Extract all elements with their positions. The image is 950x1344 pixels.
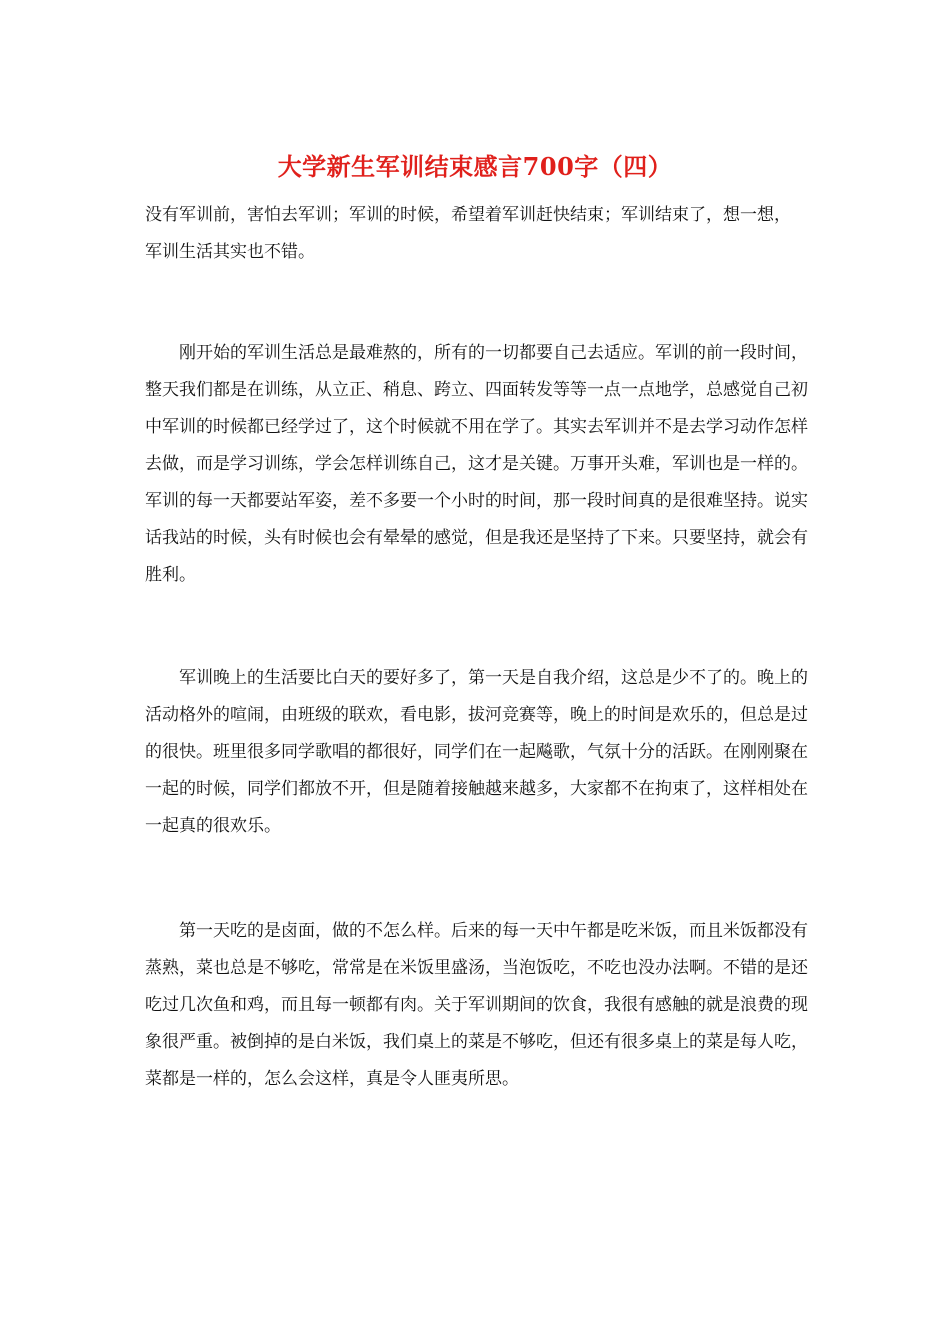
body-paragraph-1: 刚开始的军训生活总是最难熬的，所有的一切都要自己去适应。军训的前一段时间，整天我们都是在训练，从立正、稍息、跨立、四面转发等等一点一点地学，总感觉自己初中军训的时候都已经学过了，这个时候就不用在学了。其实去军训并不是去学习动作怎样去做，而是学习训练，学会怎样训练自己，这才是关键。万事开头难，军训也是一样的。军训的每一天都要站军姿，差不多要一个小时的时间，那一段时间真的是很难坚持。说实话我站的时候，头有时候也会有晕晕的感觉，但是我还是坚持了下来。只要坚持，就会有胜利。 (145, 343, 808, 585)
body-paragraph-3: 第一天吃的是卤面，做的不怎么样。后来的每一天中午都是吃米饭，而且米饭都没有蒸熟，菜也总是不够吃，常常是在米饭里盛汤，当泡饭吃，不吃也没办法啊。不错的是还吃过几次鱼和鸡，而且每一顿都有肉。关于军训期间的饮食，我很有感触的就是浪费的现象很严重。被倒掉的是白米饭，我们桌上的菜是不够吃，但还有很多桌上的菜是每人吃，菜都是一样的，怎么会这样，真是令人匪夷所思。 (145, 921, 808, 1089)
document-title: 大学新生军训结束感言700字（四） (277, 152, 673, 181)
intro-paragraph: 没有军训前，害怕去军训；军训的时候，希望着军训赶快结束；军训结束了，想一想，军训生活其实也不错。 (145, 205, 791, 262)
body-paragraph-2: 军训晚上的生活要比白天的要好多了，第一天是自我介绍，这总是少不了的。晚上的活动格外的喧闹，由班级的联欢，看电影，拔河竞赛等，晚上的时间是欢乐的，但总是过的很快。班里很多同学歌唱的都很好，同学们在一起飚歌，气氛十分的活跃。在刚刚聚在一起的时候，同学们都放不开，但是随着接触越来越多，大家都不在拘束了，这样相处在一起真的很欢乐。 (145, 668, 808, 836)
